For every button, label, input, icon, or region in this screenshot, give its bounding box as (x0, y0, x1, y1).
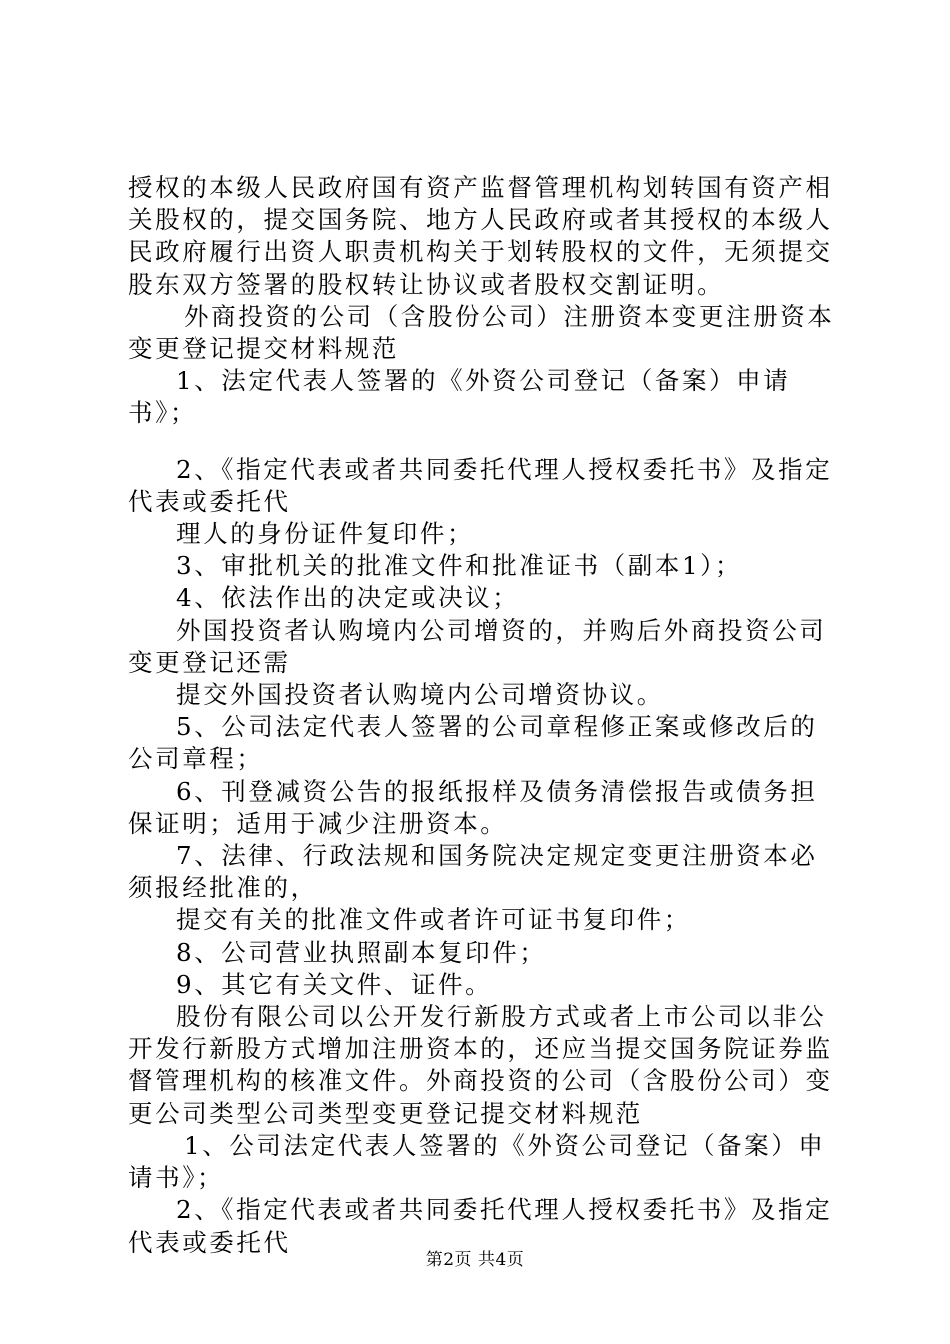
list-item-6: 6、刊登减资公告的报纸报样及债务清偿报告或债务担保证明；适用于减少注册资本。 (128, 776, 818, 838)
list-item-2: 2、《指定代表或者共同委托代理人授权委托书》及指定代表或委托代 (128, 454, 833, 516)
type-change-item-2: 2、《指定代表或者共同委托代理人授权委托书》及指定代表或委托代 (128, 1195, 833, 1257)
list-item-7: 7、法律、行政法规和国务院决定规定变更注册资本必须报经批准的， (128, 841, 818, 903)
list-item-2-continuation: 理人的身份证件复印件； (176, 519, 475, 549)
foreign-investor-note-continuation: 提交外国投资者认购境内公司增资协议。 (176, 680, 664, 710)
list-item-3: 3、审批机关的批准文件和批准证书（副本1）； (176, 551, 743, 581)
paragraph-share-issuance: 股份有限公司以公开发行新股方式或者上市公司以非公开发行新股方式增加注册资本的，还应当提交国务院证券监督管理机构的核准文件。外商投资的公司（含股份公司）变更公司类型公司类型变更登记提交材料规范 (128, 1002, 833, 1128)
document-body (128, 172, 838, 1259)
list-item-4: 4、依法作出的决定或决议； (176, 583, 520, 613)
blank-line (128, 430, 838, 454)
list-item-8: 8、公司营业执照副本复印件； (176, 937, 547, 967)
type-change-item-1: 1、公司法定代表人签署的《外资公司登记（备案）申请书》； (128, 1130, 826, 1193)
section-heading-capital-change: 外商投资的公司（含股份公司）注册资本变更注册资本变更登记提交材料规范 (128, 301, 835, 364)
paragraph-transfer-documents: 授权的本级人民政府国有资产监督管理机构划转国有资产相关股权的，提交国务院、地方人民政府或者其授权的本级人民政府履行出资人职责机构关于划转股权的文件，无须提交股东双方签署的股权转让协议或者股权交割证明。 (128, 173, 833, 299)
page-number-footer: 第2页 共4页 (425, 1250, 525, 1270)
foreign-investor-note: 外国投资者认购境内公司增资的，并购后外商投资公司变更登记还需 (128, 615, 827, 677)
list-item-5: 5、公司法定代表人签署的公司章程修正案或修改后的公司章程； (128, 712, 818, 774)
list-item-1: 1、法定代表人签署的《外资公司登记（备案）申请书》； (128, 366, 791, 428)
list-item-9: 9、其它有关文件、证件。 (176, 969, 493, 999)
list-item-7-continuation: 提交有关的批准文件或者许可证书复印件； (176, 905, 691, 935)
